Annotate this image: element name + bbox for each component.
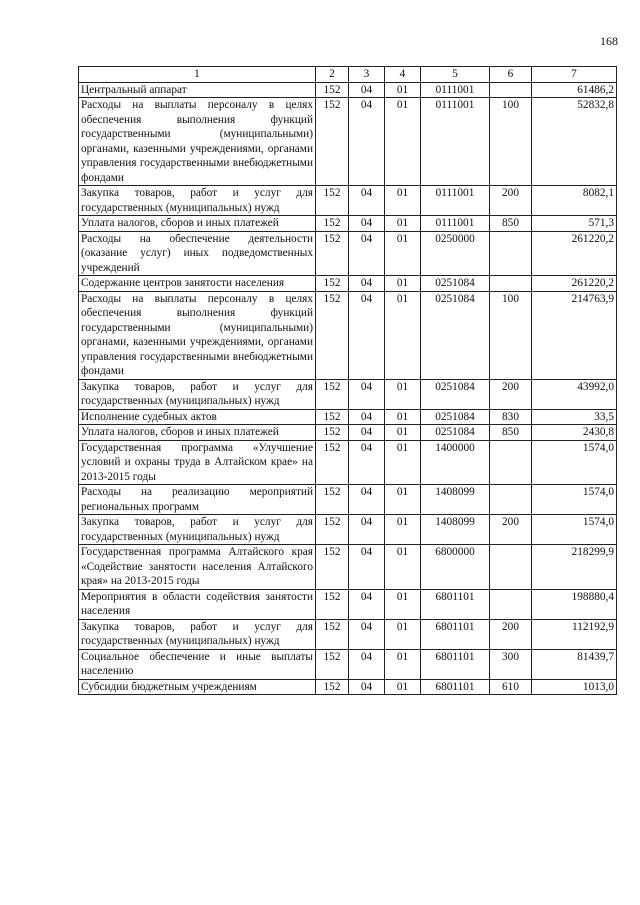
row-name-cell: Социальное обеспечение и иные выплаты населению	[79, 649, 316, 679]
code-cell: 152	[316, 649, 349, 679]
code-cell: 0111001	[421, 216, 490, 232]
amount-cell: 33,5	[532, 409, 617, 425]
table-row	[79, 98, 617, 186]
row-name-cell: Расходы на реализацию мероприятий региональных программ	[79, 485, 316, 515]
code-cell: 100	[490, 98, 532, 186]
code-cell: 830	[490, 409, 532, 425]
row-name-cell: Исполнение судебных актов	[79, 409, 316, 425]
row-name-cell: Расходы на обеспечение деятельности (оказание услуг) иных подведомственных учреждений	[79, 231, 316, 276]
code-cell: 04	[349, 216, 385, 232]
code-cell: 01	[385, 186, 421, 216]
code-cell: 1408099	[421, 515, 490, 545]
amount-cell: 112192,9	[532, 619, 617, 649]
code-cell: 0251084	[421, 379, 490, 409]
code-cell: 04	[349, 409, 385, 425]
amount-cell: 214763,9	[532, 291, 617, 379]
row-name-cell: Мероприятия в области содействия занятости населения	[79, 589, 316, 619]
code-cell: 04	[349, 186, 385, 216]
code-cell: 01	[385, 649, 421, 679]
header-cell: 2	[316, 67, 349, 83]
header-cell: 3	[349, 67, 385, 83]
code-cell	[490, 82, 532, 98]
row-name-cell: Расходы на выплаты персоналу в целях обеспечения выполнения функций государственными (муниципальными) органами, казенными учреждениями, органами управления государственными внебюджетными фондами	[79, 98, 316, 186]
table-row	[79, 409, 617, 425]
code-cell: 01	[385, 515, 421, 545]
code-cell: 152	[316, 216, 349, 232]
table-row	[79, 186, 617, 216]
code-cell: 1408099	[421, 485, 490, 515]
code-cell: 01	[385, 379, 421, 409]
code-cell: 01	[385, 98, 421, 186]
code-cell: 0111001	[421, 186, 490, 216]
amount-cell: 2430,8	[532, 425, 617, 441]
code-cell: 152	[316, 276, 349, 292]
table-row	[79, 216, 617, 232]
code-cell: 200	[490, 186, 532, 216]
header-cell: 7	[532, 67, 617, 83]
code-cell: 152	[316, 231, 349, 276]
page-number: 168	[600, 34, 618, 48]
table-row	[79, 545, 617, 590]
row-name-cell: Субсидии бюджетным учреждениям	[79, 679, 316, 695]
code-cell: 200	[490, 379, 532, 409]
row-name-cell: Центральный аппарат	[79, 82, 316, 98]
code-cell: 04	[349, 589, 385, 619]
table-row	[79, 276, 617, 292]
row-name-cell: Закупка товаров, работ и услуг для государственных (муниципальных) нужд	[79, 515, 316, 545]
code-cell: 6801101	[421, 589, 490, 619]
code-cell: 01	[385, 82, 421, 98]
row-name-cell: Уплата налогов, сборов и иных платежей	[79, 216, 316, 232]
code-cell: 6801101	[421, 619, 490, 649]
code-cell	[490, 276, 532, 292]
header-cell: 5	[421, 67, 490, 83]
table-row	[79, 291, 617, 379]
code-cell: 0111001	[421, 82, 490, 98]
code-cell: 152	[316, 679, 349, 695]
code-cell: 04	[349, 98, 385, 186]
code-cell: 04	[349, 379, 385, 409]
amount-cell: 1013,0	[532, 679, 617, 695]
code-cell: 0250000	[421, 231, 490, 276]
code-cell: 01	[385, 619, 421, 649]
row-name-cell: Закупка товаров, работ и услуг для государственных (муниципальных) нужд	[79, 379, 316, 409]
code-cell: 01	[385, 679, 421, 695]
row-name-cell: Расходы на выплаты персоналу в целях обеспечения выполнения функций государственными (муниципальными) органами, казенными учреждениями, органами управления государственными внебюджетными фондами	[79, 291, 316, 379]
amount-cell: 81439,7	[532, 649, 617, 679]
code-cell: 6801101	[421, 649, 490, 679]
code-cell: 152	[316, 425, 349, 441]
amount-cell: 218299,9	[532, 545, 617, 590]
code-cell: 04	[349, 440, 385, 485]
amount-cell: 8082,1	[532, 186, 617, 216]
code-cell: 6800000	[421, 545, 490, 590]
code-cell: 0251084	[421, 291, 490, 379]
table-row	[79, 589, 617, 619]
amount-cell: 198880,4	[532, 589, 617, 619]
table-row	[79, 515, 617, 545]
code-cell: 152	[316, 619, 349, 649]
code-cell: 01	[385, 216, 421, 232]
row-name-cell: Закупка товаров, работ и услуг для государственных (муниципальных) нужд	[79, 619, 316, 649]
code-cell: 152	[316, 409, 349, 425]
amount-cell: 1574,0	[532, 515, 617, 545]
code-cell: 01	[385, 545, 421, 590]
header-cell: 1	[79, 67, 316, 83]
code-cell	[490, 440, 532, 485]
code-cell	[490, 485, 532, 515]
code-cell: 04	[349, 619, 385, 649]
code-cell: 01	[385, 231, 421, 276]
code-cell: 152	[316, 186, 349, 216]
row-name-cell: Уплата налогов, сборов и иных платежей	[79, 425, 316, 441]
amount-cell: 261220,2	[532, 231, 617, 276]
amount-cell: 61486,2	[532, 82, 617, 98]
code-cell: 152	[316, 515, 349, 545]
amount-cell: 52832,8	[532, 98, 617, 186]
code-cell: 04	[349, 276, 385, 292]
code-cell: 152	[316, 440, 349, 485]
code-cell: 200	[490, 619, 532, 649]
table-row	[79, 679, 617, 695]
code-cell: 300	[490, 649, 532, 679]
code-cell: 0111001	[421, 98, 490, 186]
code-cell: 100	[490, 291, 532, 379]
table-row	[79, 231, 617, 276]
code-cell: 01	[385, 425, 421, 441]
table-row	[79, 619, 617, 649]
header-cell: 4	[385, 67, 421, 83]
code-cell: 0251084	[421, 425, 490, 441]
table-row	[79, 82, 617, 98]
amount-cell: 43992,0	[532, 379, 617, 409]
row-name-cell: Государственная программа Алтайского края «Содействие занятости населения Алтайского края» на 2013-2015 годы	[79, 545, 316, 590]
code-cell: 01	[385, 589, 421, 619]
code-cell: 04	[349, 515, 385, 545]
row-name-cell: Государственная программа «Улучшение условий и охраны труда в Алтайском крае» на 2013-2015 годы	[79, 440, 316, 485]
table-row	[79, 425, 617, 441]
code-cell: 152	[316, 98, 349, 186]
code-cell: 01	[385, 440, 421, 485]
code-cell: 610	[490, 679, 532, 695]
header-cell: 6	[490, 67, 532, 83]
code-cell: 152	[316, 485, 349, 515]
code-cell: 152	[316, 545, 349, 590]
code-cell: 6801101	[421, 679, 490, 695]
table-row	[79, 379, 617, 409]
table-row	[79, 485, 617, 515]
row-name-cell: Закупка товаров, работ и услуг для государственных (муниципальных) нужд	[79, 186, 316, 216]
code-cell: 04	[349, 485, 385, 515]
code-cell: 04	[349, 425, 385, 441]
code-cell: 152	[316, 291, 349, 379]
row-name-cell: Содержание центров занятости населения	[79, 276, 316, 292]
code-cell: 04	[349, 679, 385, 695]
code-cell: 04	[349, 649, 385, 679]
header-row	[79, 67, 617, 83]
code-cell: 01	[385, 276, 421, 292]
code-cell: 200	[490, 515, 532, 545]
code-cell: 04	[349, 82, 385, 98]
table-row	[79, 649, 617, 679]
code-cell	[490, 231, 532, 276]
code-cell: 152	[316, 379, 349, 409]
code-cell: 850	[490, 216, 532, 232]
code-cell: 0251084	[421, 276, 490, 292]
code-cell: 152	[316, 82, 349, 98]
amount-cell: 1574,0	[532, 485, 617, 515]
budget-table	[78, 66, 617, 695]
code-cell: 152	[316, 589, 349, 619]
code-cell: 01	[385, 409, 421, 425]
code-cell	[490, 589, 532, 619]
code-cell: 850	[490, 425, 532, 441]
code-cell: 04	[349, 291, 385, 379]
code-cell: 01	[385, 291, 421, 379]
code-cell: 04	[349, 545, 385, 590]
code-cell: 04	[349, 231, 385, 276]
table-row	[79, 440, 617, 485]
code-cell: 01	[385, 485, 421, 515]
code-cell	[490, 545, 532, 590]
amount-cell: 1574,0	[532, 440, 617, 485]
amount-cell: 571,3	[532, 216, 617, 232]
code-cell: 0251084	[421, 409, 490, 425]
amount-cell: 261220,2	[532, 276, 617, 292]
code-cell: 1400000	[421, 440, 490, 485]
